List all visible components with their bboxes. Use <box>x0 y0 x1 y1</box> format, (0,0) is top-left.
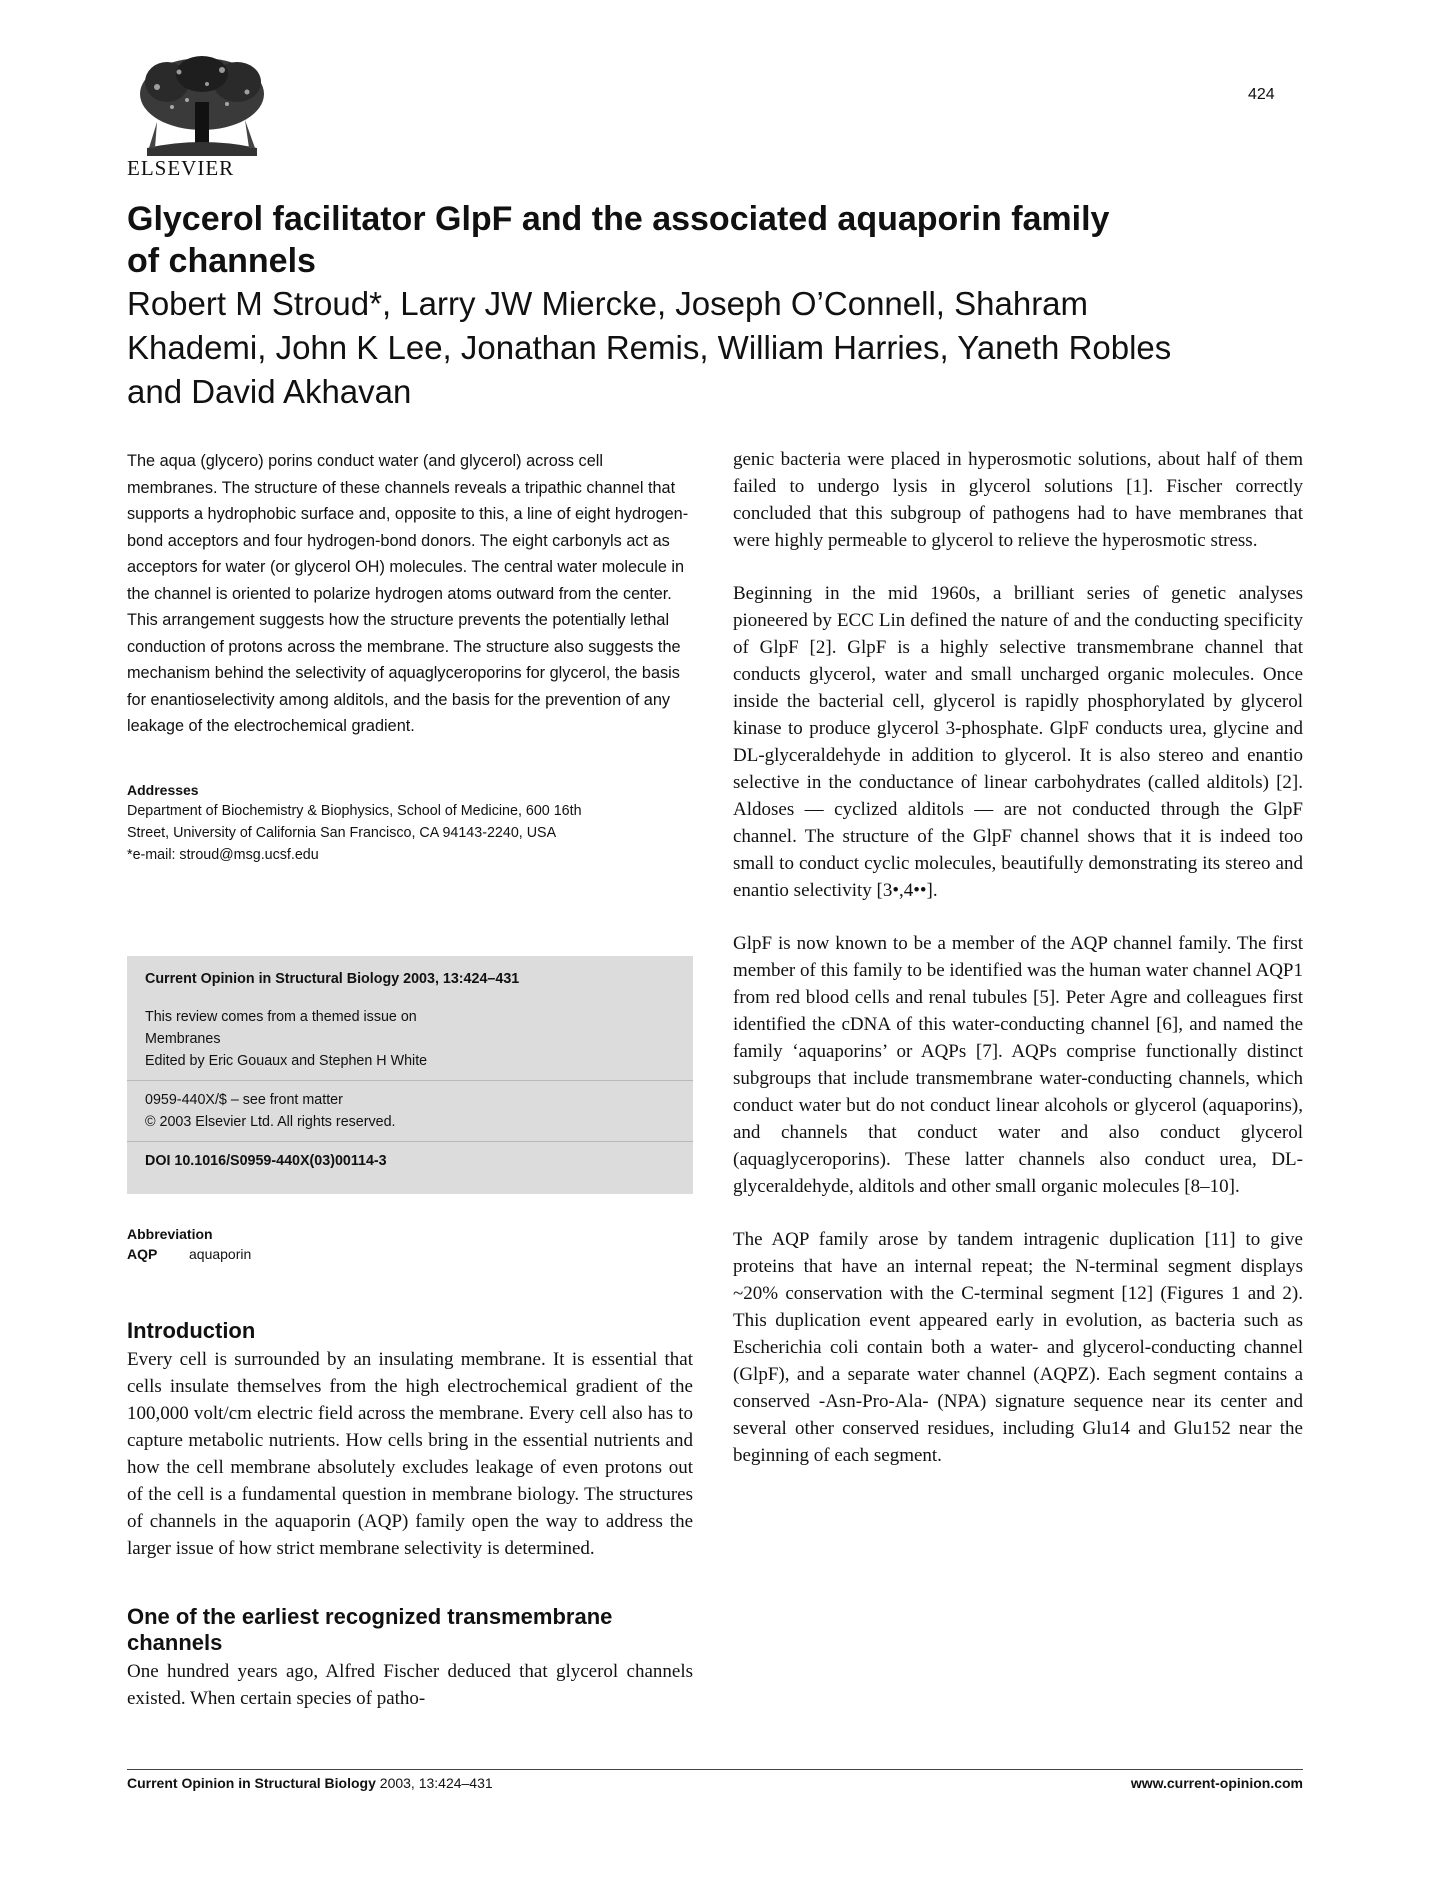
author-list: Robert M Stroud*, Larry JW Miercke, Joseph O’Connell, Shahram Khademi, John K Lee, Jonathan Remis, William Harries, Yaneth Robles and David Akhavan <box>127 285 1172 410</box>
email-line: *e-mail: stroud@msg.ucsf.edu <box>127 846 319 863</box>
abbreviation-block <box>127 1226 251 1262</box>
journal-citation <box>145 968 675 990</box>
article-title: Glycerol facilitator GlpF and the associated aquaporin family of channels <box>127 200 1110 280</box>
themed-issue-topic: Membranes <box>145 1031 221 1047</box>
footer-volume: 2003, 13:424–431 <box>375 1775 493 1791</box>
box-divider <box>127 1141 693 1142</box>
editors-line: Edited by Eric Gouaux and Stephen H White <box>145 1053 428 1069</box>
addresses-heading: Addresses <box>127 781 199 798</box>
right-column <box>733 446 1303 1495</box>
publisher-name: ELSEVIER <box>127 156 235 180</box>
section-text-earliest-channels: One hundred years ago, Alfred Fischer deduced that glycerol channels existed. When certain species of patho- <box>127 1661 693 1709</box>
introduction-heading: Introduction <box>127 1318 256 1343</box>
issn-line: 0959-440X/$ – see front matter <box>145 1092 343 1108</box>
section-heading-earliest-channels: One of the earliest recognized transmembrane channels <box>127 1604 613 1655</box>
body-paragraph-3: GlpF is now known to be a member of the AQP channel family. The first member of this family to be identified was the human water channel AQP1 from red blood cells and renal tubules [5]. Peter Agre and colleagues first identified the cDNA of this water-conducting channel [6], and named the family ‘aquaporins’ or AQPs [7]. AQPs comprise functionally distinct subgroups that include transmembrane water-conducting channels, which conduct water but do not conduct linear alcohols or glycerol (aquaporins), and channels that conduct water and also conduct glycerol (aquaglyceroporins). These latter channels also conduct urea, DL-glyceraldehyde, alditols and other small organic molecules [8–10]. <box>733 933 1303 1197</box>
journal-name: Current Opinion in Structural Biology <box>145 971 400 987</box>
footer-journal-name: Current Opinion in Structural Biology <box>127 1775 376 1791</box>
left-column <box>127 448 693 866</box>
journal-volume: 2003, 13:424–431 <box>399 971 520 987</box>
body-paragraph-4: The AQP family arose by tandem intragenic duplication [11] to give proteins that have an internal repeat; the N-terminal segment displays ~20% conservation with the C-terminal segment [12] (Figures 1 and 2). This duplication event appeared early in evolution, as bacteria such as Escherichia coli contain both a water- and glycerol-conducting channel (GlpF), and a separate water channel (AQPZ). Each segment contains a conserved -Asn-Pro-Ala- (NPA) signature sequence near its center and several other conserved residues, including Glu14 and Glu152 near the beginning of each segment. <box>733 1229 1303 1466</box>
doi-line: DOI 10.1016/S0959-440X(03)00114-3 <box>145 1153 387 1169</box>
abstract: The aqua (glycero) porins conduct water (and glycerol) across cell membranes. The structure of these channels reveals a tripathic channel that supports a hydrophobic surface and, opposite to this, a line of eight hydrogen-bond acceptors and four hydrogen-bond donors. The eight carbonyls act as acceptors for water (or glycerol OH) molecules. The central water molecule in the channel is oriented to polarize hydrogen atoms outward from the center. This arrangement suggests how the structure prevents the potentially lethal conduction of protons across the membrane. The structure also suggests the mechanism behind the selectivity of aquaglyceroporins for glycerol, the basis for enantioselectivity among alditols, and the basis for the prevention of any leakage of the electrochemical gradient. <box>127 452 689 735</box>
page-number: 424 <box>1248 86 1275 103</box>
body-paragraph-1: genic bacteria were placed in hyperosmotic solutions, about half of them failed to undergo lysis in glycerol solutions [1]. Fischer correctly concluded that this subgroup of pathogens had to have membranes that were highly permeable to glycerol to relieve the hyperosmotic stress. <box>733 449 1303 551</box>
abbreviation-entry <box>127 1246 251 1262</box>
introduction-text: Every cell is surrounded by an insulating membrane. It is essential that cells insulate themselves from the high electrochemical gradient of the 100,000 volt/cm electric field across the membrane. Every cell also has to capture metabolic nutrients. How cells bring in the essential nutrients and how the cell membrane absolutely excludes leakage of even protons out of the cell is a fundamental question in membrane biology. The structures of channels in the aquaporin (AQP) family open the way to address the larger issue of how strict membrane selectivity is determined. <box>127 1349 693 1559</box>
themed-issue-line: This review comes from a themed issue on <box>145 1009 417 1025</box>
body-paragraph-2: Beginning in the mid 1960s, a brilliant series of genetic analyses pioneered by ECC Lin defined the nature of and the conducting specificity of GlpF [2]. GlpF is a highly selective transmembrane channel that conducts glycerol, water and small uncharged organic molecules. Once inside the bacterial cell, glycerol is rapidly phosphorylated by glycerol kinase to produce glycerol 3-phosphate. GlpF conducts urea, glycine and DL-glyceraldehyde in addition to glycerol. It is also stereo and enantio selective in the conductance of linear carbohydrates (called alditols) [2]. Aldoses — cyclized alditols — are not conducted through the GlpF channel. The structure of the GlpF channel shows that it is indeed too small to conduct cyclic molecules, beautifully demonstrating its stereo and enantio selectivity [3•,4••]. <box>733 583 1303 901</box>
footer-website: www.current-opinion.com <box>1130 1775 1303 1791</box>
abbreviation-heading: Abbreviation <box>127 1226 213 1242</box>
abbreviation-code: AQP <box>127 1246 158 1262</box>
box-divider <box>127 1080 693 1081</box>
abbreviation-meaning: aquaporin <box>189 1246 252 1262</box>
address-line-1: Department of Biochemistry & Biophysics, School of Medicine, 600 16th <box>127 802 582 819</box>
article-info-box <box>127 956 693 1194</box>
copyright-line: © 2003 Elsevier Ltd. All rights reserved. <box>145 1114 396 1130</box>
address-line-2: Street, University of California San Francisco, CA 94143-2240, USA <box>127 824 557 841</box>
footer-citation <box>127 1775 493 1791</box>
footer-rule <box>127 1769 1303 1770</box>
